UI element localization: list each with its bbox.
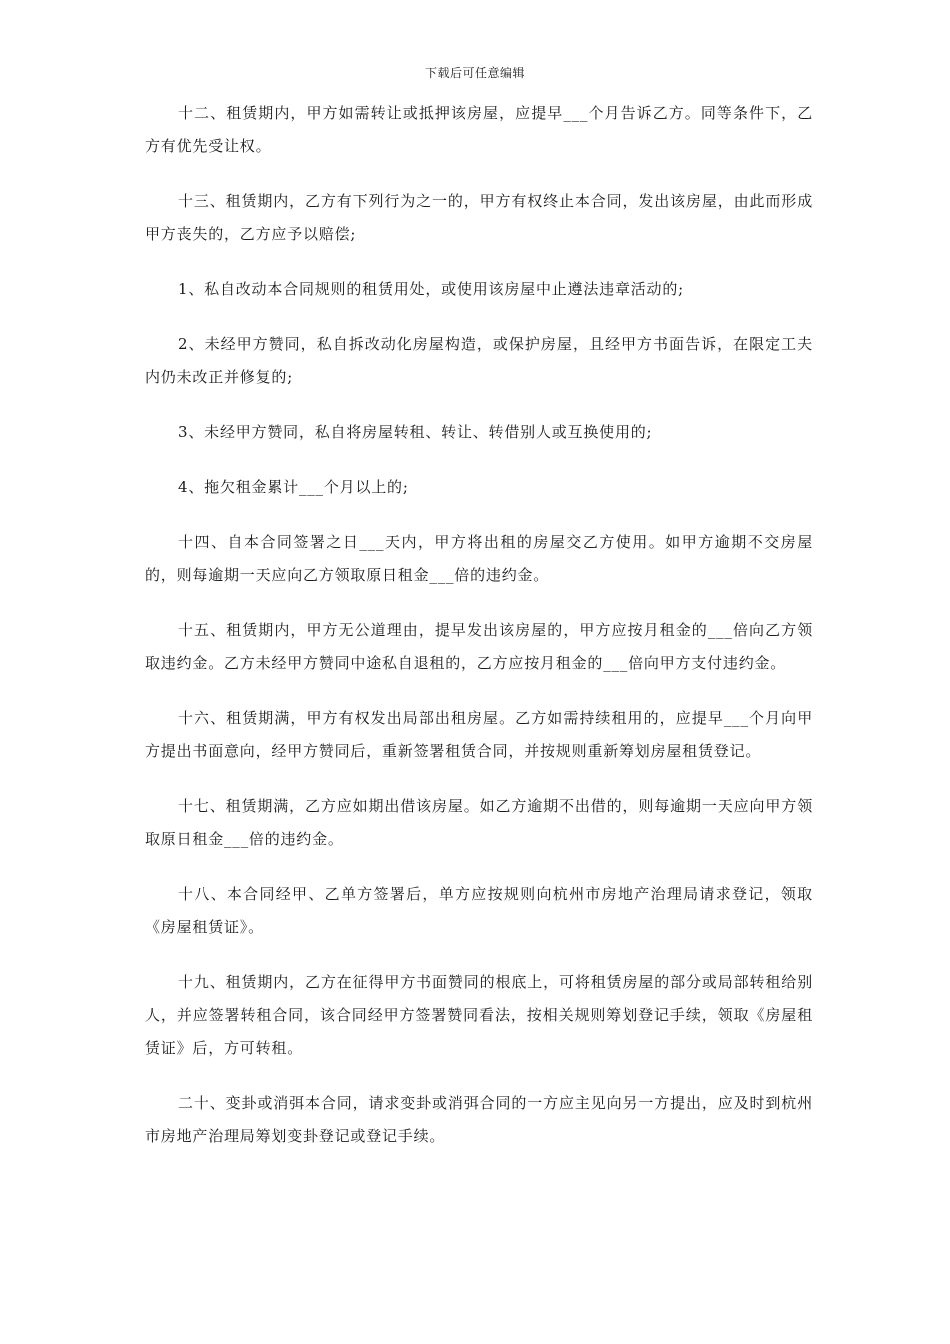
clause-19: 十九、租赁期内，乙方在征得甲方书面赞同的根底上，可将租赁房屋的部分或局部转租给别人，并应签署转租合同，该合同经甲方签署赞同看法，按相关规则筹划登记手续，领取《房屋租赁证》后，方可转租。 xyxy=(145,973,813,1057)
clause-14: 十四、自本合同签署之日___天内，甲方将出租的房屋交乙方使用。如甲方逾期不交房屋的，则每逾期一天应向乙方领取原日租金___倍的违约金。 xyxy=(145,533,813,584)
clause-13-item-4: 4、拖欠租金累计___个月以上的; xyxy=(178,478,409,496)
clause-16: 十六、租赁期满，甲方有权发出局部出租房屋。乙方如需持续租用的，应提早___个月向甲方提出书面意向，经甲方赞同后，重新签署租赁合同，并按规则重新筹划房屋租赁登记。 xyxy=(145,709,813,760)
clause-12: 十二、租赁期内，甲方如需转让或抵押该房屋，应提早___个月告诉乙方。同等条件下，乙方有优先受让权。 xyxy=(145,104,813,155)
clause-20: 二十、变卦或消弭本合同，请求变卦或消弭合同的一方应主见向另一方提出，应及时到杭州市房地产治理局筹划变卦登记或登记手续。 xyxy=(145,1094,813,1145)
document-body xyxy=(145,97,813,1175)
clause-13-item-3: 3、未经甲方赞同，私自将房屋转租、转让、转借别人或互换使用的; xyxy=(178,423,653,441)
clause-13-item-2: 2、未经甲方赞同，私自拆改动化房屋构造，或保护房屋，且经甲方书面告诉，在限定工夫内仍未改正并修复的; xyxy=(145,335,813,386)
clause-13-item-1: 1、私自改动本合同规则的租赁用处，或使用该房屋中止遵法违章活动的; xyxy=(178,280,685,298)
clause-13: 十三、租赁期内，乙方有下列行为之一的，甲方有权终止本合同，发出该房屋，由此而形成甲方丧失的，乙方应予以赔偿; xyxy=(145,192,813,243)
page-header: 下载后可任意编辑 xyxy=(424,66,525,80)
clause-18: 十八、本合同经甲、乙单方签署后，单方应按规则向杭州市房地产治理局请求登记，领取《房屋租赁证》。 xyxy=(145,885,813,936)
clause-15: 十五、租赁期内，甲方无公道理由，提早发出该房屋的，甲方应按月租金的___倍向乙方领取违约金。乙方未经甲方赞同中途私自退租的，乙方应按月租金的___倍向甲方支付违约金。 xyxy=(145,621,813,672)
clause-17: 十七、租赁期满，乙方应如期出借该房屋。如乙方逾期不出借的，则每逾期一天应向甲方领取原日租金___倍的违约金。 xyxy=(145,797,813,848)
